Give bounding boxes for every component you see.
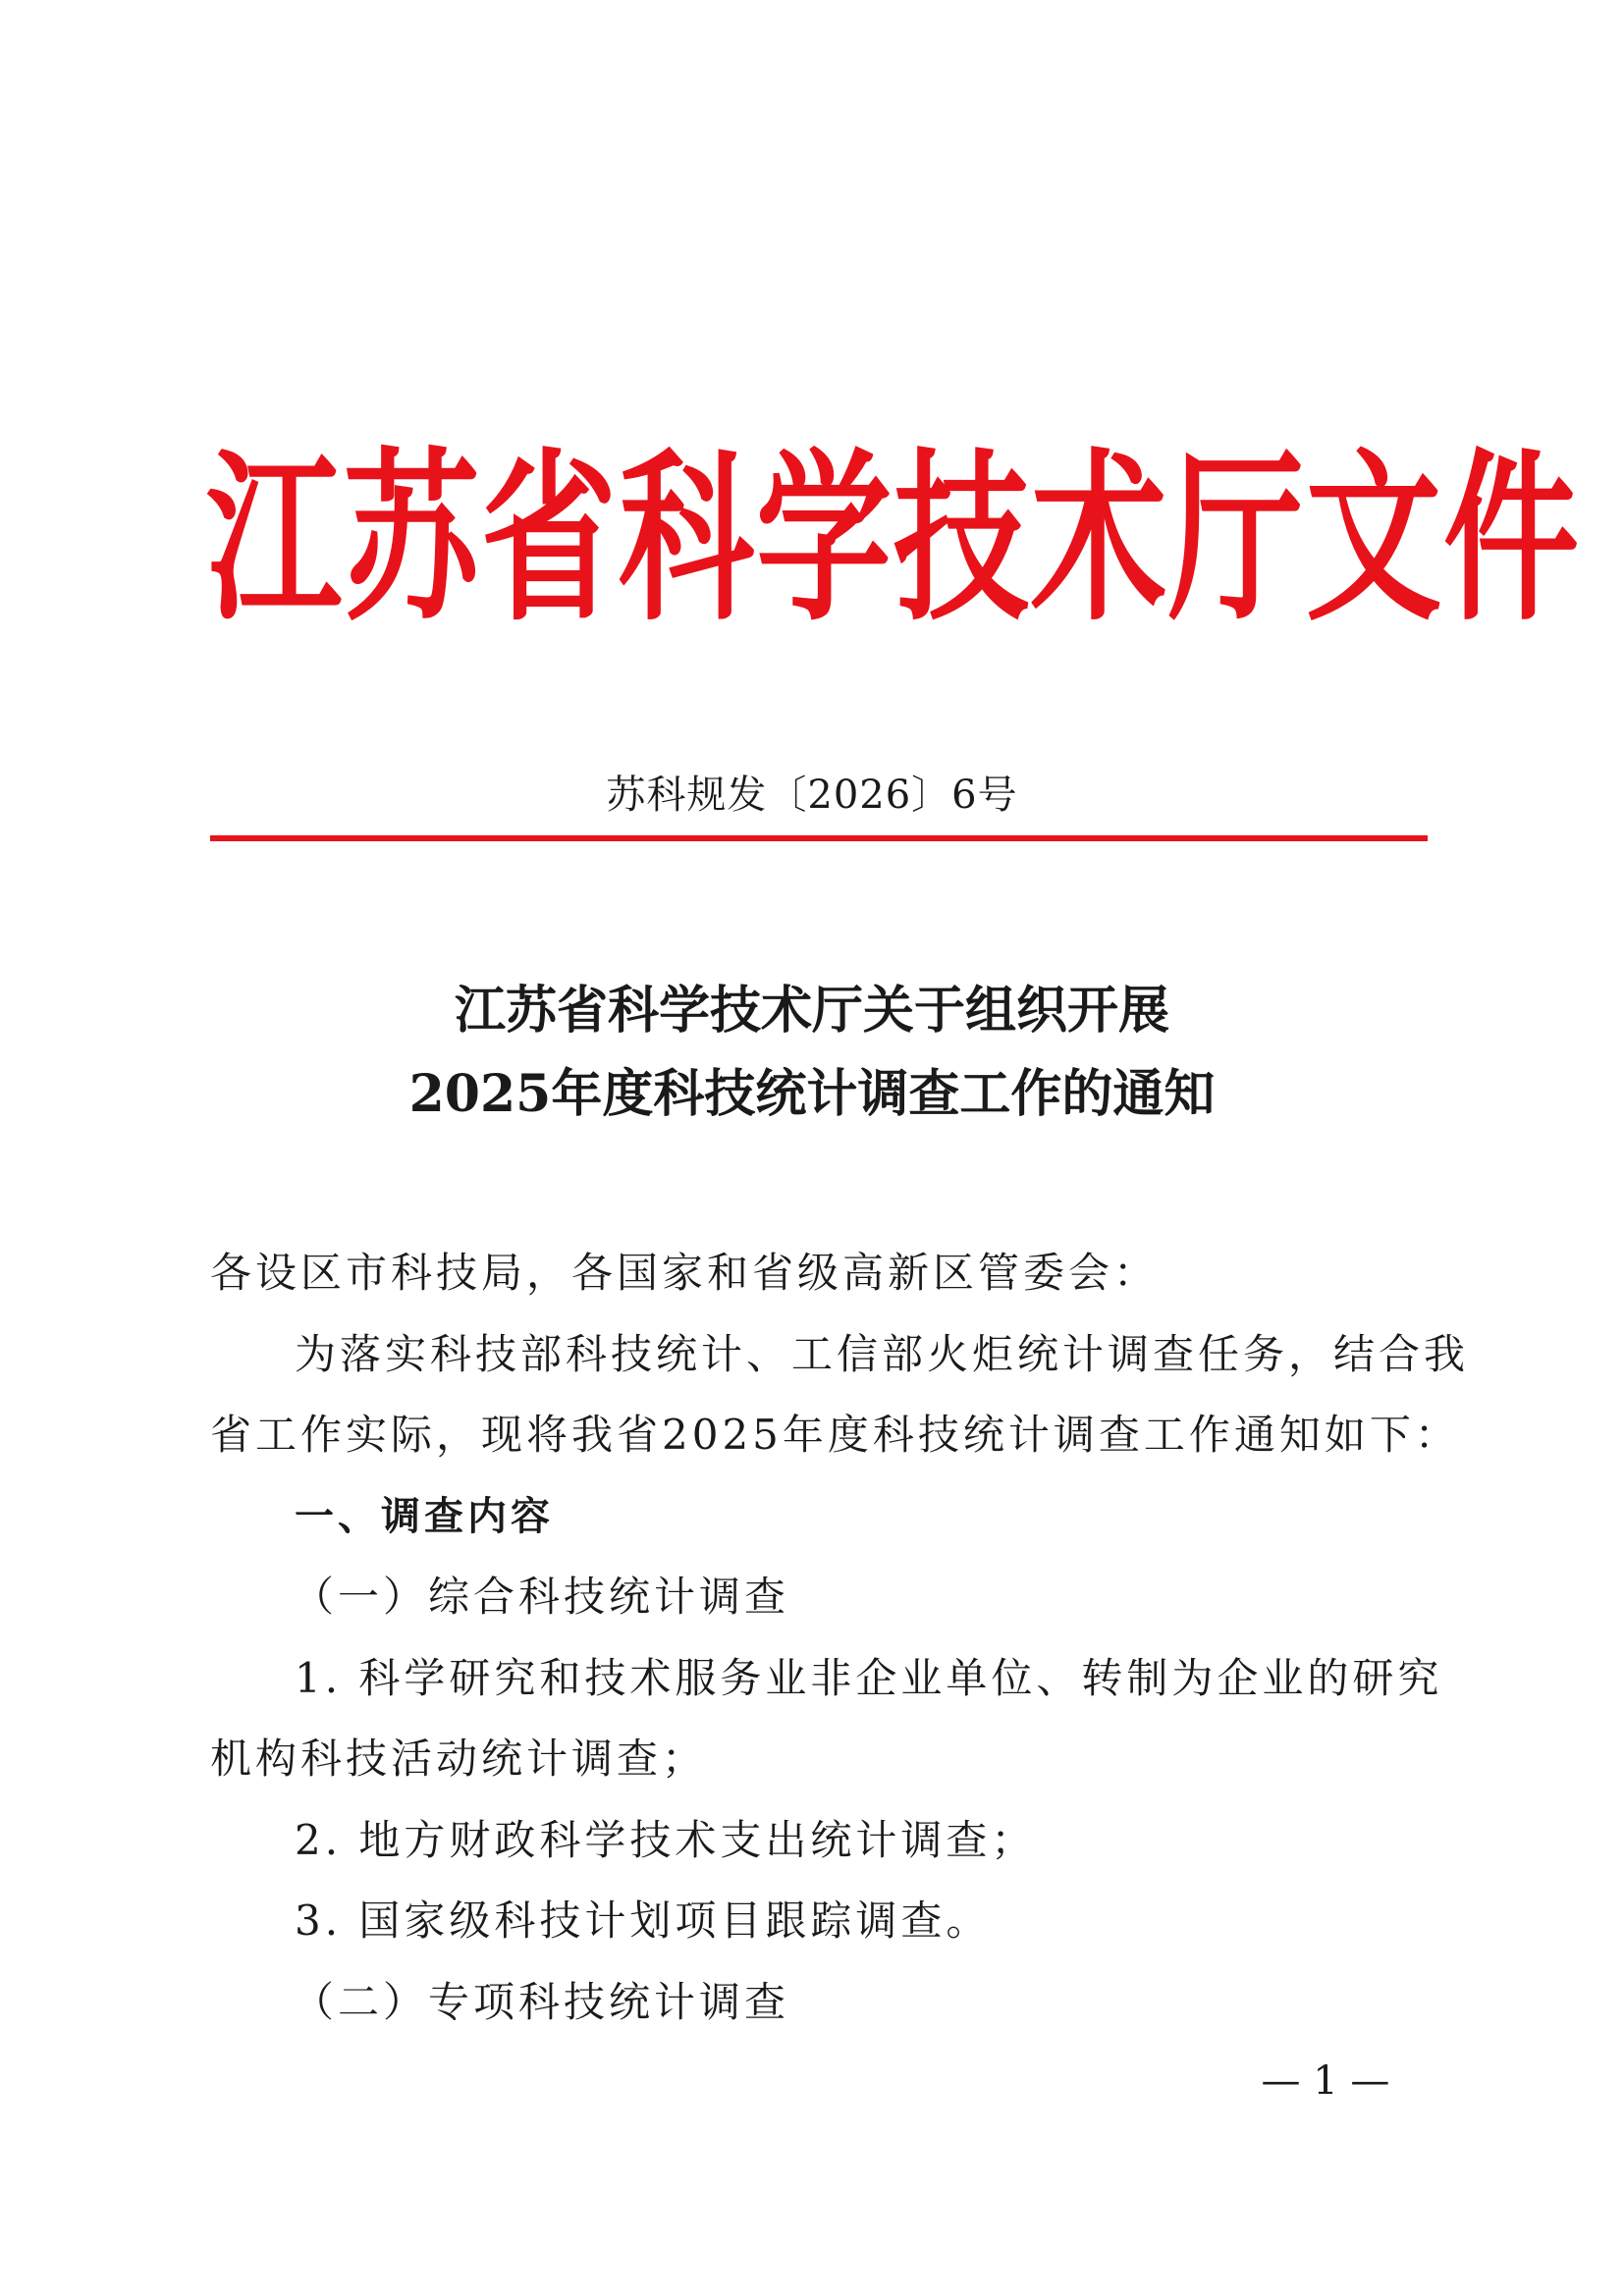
subsection-heading-1: （一）综合科技统计调查 bbox=[293, 1573, 790, 1621]
document-title-line-2: 2025年度科技统计调查工作的通知 bbox=[408, 1064, 1216, 1124]
section-heading: 一、调查内容 bbox=[295, 1494, 554, 1539]
salutation: 各设区市科技局，各国家和省级高新区管委会： bbox=[210, 1249, 1160, 1297]
intro-paragraph-line-1: 为落实科技部科技统计、工信部火炬统计调查任务，结合我 bbox=[295, 1330, 1470, 1378]
list-item-2: 2. 地方财政科学技术支出统计调查； bbox=[295, 1816, 1037, 1864]
subsection-heading-2: （二）专项科技统计调查 bbox=[293, 1978, 790, 2026]
page-number: — 1 — bbox=[1261, 2058, 1390, 2104]
masthead-title: 江苏省科学技术厅文件 bbox=[206, 432, 1582, 646]
list-item-1-line-1: 1. 科学研究和技术服务业非企业单位、转制为企业的研究 bbox=[295, 1654, 1443, 1702]
list-item-3: 3. 国家级科技计划项目跟踪调查。 bbox=[295, 1896, 992, 1945]
list-item-1-line-2: 机构科技活动统计调查； bbox=[210, 1735, 708, 1783]
document-number: 苏科规发〔2026〕6号 bbox=[606, 773, 1018, 818]
red-divider-line bbox=[210, 835, 1428, 841]
intro-paragraph-line-2: 省工作实际，现将我省2025年度科技统计调查工作通知如下： bbox=[210, 1411, 1460, 1459]
document-title-line-1: 江苏省科学技术厅关于组织开展 bbox=[454, 981, 1169, 1041]
